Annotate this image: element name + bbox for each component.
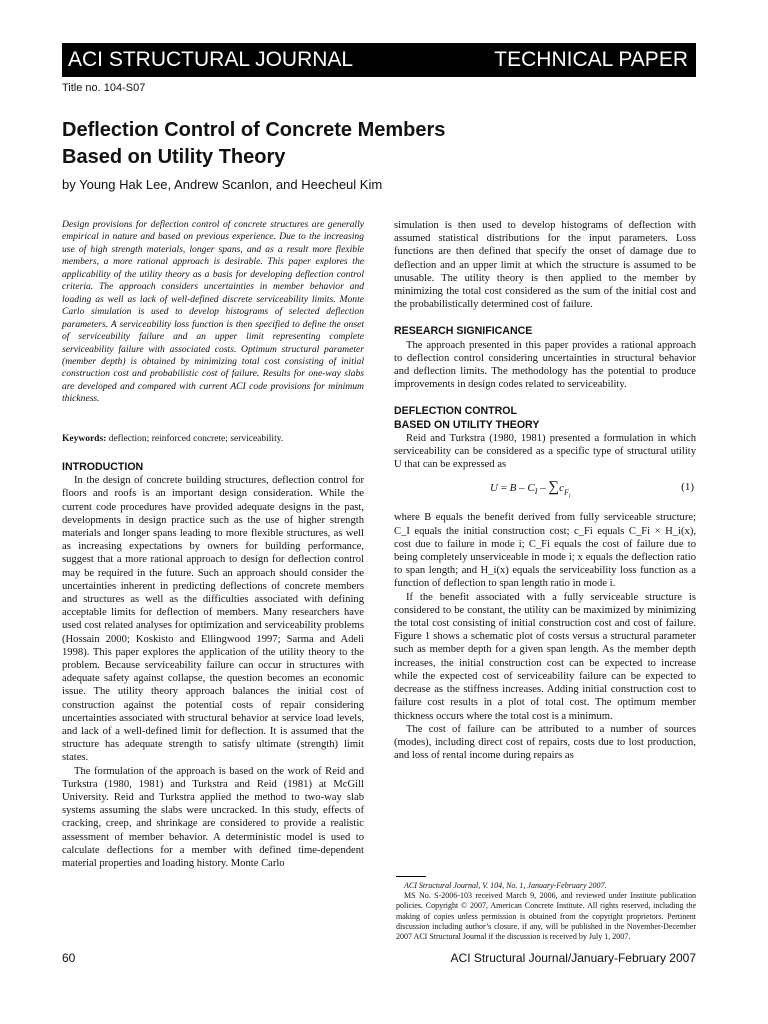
research-significance-paragraph: The approach presented in this paper provides a rational approach to deflection control considering uncertainties in structural behavior and deflection limits. The methodology has the potential to produce improvements in design codes related to serviceability. bbox=[394, 339, 696, 391]
right-column bbox=[394, 219, 696, 762]
left-column bbox=[62, 461, 364, 870]
footnote-line-1: ACI Structural Journal, V. 104, No. 1, January-February 2007. bbox=[404, 881, 607, 890]
where-paragraph: where B equals the benefit derived from fully serviceable structure; C_I equals the initial construction cost; c_Fi equals C_Fi × H_i(x), cost due to failure in mode i; C_Fi equals the cost of failure due to being completely unserviceable in mode i; x equals the deflection ratio to span length; and H_i(x) equals the serviceability loss function as a function of deflection to span length ratio in mode i. bbox=[394, 512, 696, 590]
journal-banner bbox=[62, 43, 696, 77]
research-significance-heading: RESEARCH SIGNIFICANCE bbox=[394, 325, 533, 338]
equation-1 bbox=[394, 471, 696, 511]
keywords-label: Keywords: bbox=[62, 434, 107, 444]
keywords-text: deflection; reinforced concrete; serviceability. bbox=[108, 434, 284, 444]
cost-of-failure-paragraph: The cost of failure can be attributed to a number of sources (modes), including direct cost of repairs, costs due to lost production, and loss of rental income during repairs as bbox=[394, 723, 696, 762]
paper-title-line-2: Based on Utility Theory bbox=[62, 146, 286, 168]
benefit-paragraph: If the benefit associated with a fully serviceable structure is considered to be constant, the utility can be maximized by minimizing the total cost consisting of initial construction cost and cost of failure. Figure 1 shows a schematic plot of costs versus a structural parameter such as member depth for a given span length. As the member depth increases, the initial construction cost can be expected to increase while the expected cost of serviceability failure can be expected to decrease as the stiffness increases. Adding initial construction cost to failure cost results in a plot of total cost. The optimum member thickness occurs where the total cost is a minimum. bbox=[394, 591, 696, 722]
keywords bbox=[62, 434, 364, 444]
page-number: 60 bbox=[62, 951, 76, 965]
deflection-control-heading bbox=[394, 405, 696, 431]
footnote-rule bbox=[396, 876, 426, 877]
paper-title-line-1: Deflection Control of Concrete Members bbox=[62, 119, 446, 141]
simulation-paragraph: simulation is then used to develop histograms of deflection with assumed statistical distributions for the input parameters. Loss functions are then defined that specify the onset of damage due to deflection and an upper limit at which the structure is assumed to be unusable. The utility theory is then applied to the member by minimizing the total cost considered as the sum of the initial cost and the probabilistically determined cost of failure. bbox=[394, 220, 696, 311]
deflection-control-heading-line-2: BASED ON UTILITY THEORY bbox=[394, 418, 540, 431]
introduction-paragraph-2: The formulation of the approach is based on the work of Reid and Turkstra (1980, 1981) and Turkstra and Reid (1981) at McGill University. Reid and Turkstra applied the method to two-way slab systems assuming the slabs were uncracked. In this study, effects of cracking, creep, and shrinkage are considered to provide a realistic assessment of member behavior. A deterministic model is used to calculate deflections for a member with defined time-dependent material properties and loading history. Monte Carlo bbox=[62, 765, 364, 870]
introduction-heading: INTRODUCTION bbox=[62, 461, 144, 473]
author-list: by Young Hak Lee, Andrew Scanlon, and Heecheul Kim bbox=[62, 177, 383, 192]
footnote-line-2: MS No. S-2006-103 received March 9, 2006, and reviewed under Institute publication policies. Copyright © 2007, American Concrete Institute. All rights reserved, including the making of copies unless permission is obtained from the copyright proprietors. Pertinent discussion including author’s closure, if any, will be published in the November-December 2007 ACI Structural Journal if the discussion is received by July 1, 2007. bbox=[396, 891, 696, 942]
paper-type: TECHNICAL PAPER bbox=[494, 48, 688, 71]
deflection-control-paragraph: Reid and Turkstra (1980, 1981) presented a formulation in which serviceability can be considered as a specific type of structural utility U that can be expressed as bbox=[394, 432, 696, 471]
footnote bbox=[396, 881, 696, 942]
paper-title bbox=[62, 117, 702, 171]
title-number: Title no. 104-S07 bbox=[62, 82, 146, 94]
deflection-control-heading-line-1: DEFLECTION CONTROL bbox=[394, 405, 517, 418]
introduction-paragraph-1: In the design of concrete building structures, deflection control for floors and roofs is an important design consideration. While the current code procedures have provided adequate designs in the past, developments in design practice such as the use of higher strength materials and longer spans leading to more flexible structures, as well as increasing expectations by owners for building performance, suggest that a more rational approach to design for deflection control may be required in the future. Such an approach should consider the uncertainties inherent in predicting deflections of concrete members and structures as well as the difficulties associated with defining acceptable limits for deflection of members. Many researchers have used cost related analyses for optimization and serviceability problems (Hossain 2000; Koskisto and Ellingwood 1997; Sarma and Adeli 1998). This paper explores the application of the utility theory to the problem. Because serviceability failure can occur in structures with adequate safety against collapse, the question becomes an economic issue. The utility theory approach balances the initial cost of construction against the potential costs of repair considering uncertainties associated with structural behavior at service load levels, and lack of a well-defined limit for deflection. It is assumed that the structure has adequate strength to satisfy ultimate (strength) limit states. bbox=[62, 475, 364, 764]
journal-name: ACI STRUCTURAL JOURNAL bbox=[68, 48, 354, 71]
equation-number: (1) bbox=[681, 481, 694, 494]
utility-equation: $U = B - C_I - \sum c_{F_i}$ bbox=[490, 479, 571, 500]
abstract: Design provisions for deflection control of concrete structures are generally empirical in nature and based on previous experience. Due to the increasing use of high strength materials, longer spans, and as a result more flexible members, a more rational approach is desirable. This paper explores the applicability of the utility theory as a basis for developing deflection control criteria. The approach considers uncertainties in member behavior and loading as well as lack of well-defined discrete serviceability limits. Monte Carlo simulation is used to develop histograms of selected deflection parameters. A serviceability loss function is then specified to define the onset of serviceability failure and an upper limit representing complete serviceability failure with associated costs. Optimum structural parameter (member depth) is obtained by minimizing total cost consisting of initial construction cost and probabilistic cost of failure. Results for one-way slabs are developed and compared with current ACI code provisions for minimum thickness. bbox=[62, 219, 364, 405]
journal-issue-footer: ACI Structural Journal/January-February 2007 bbox=[450, 951, 696, 965]
